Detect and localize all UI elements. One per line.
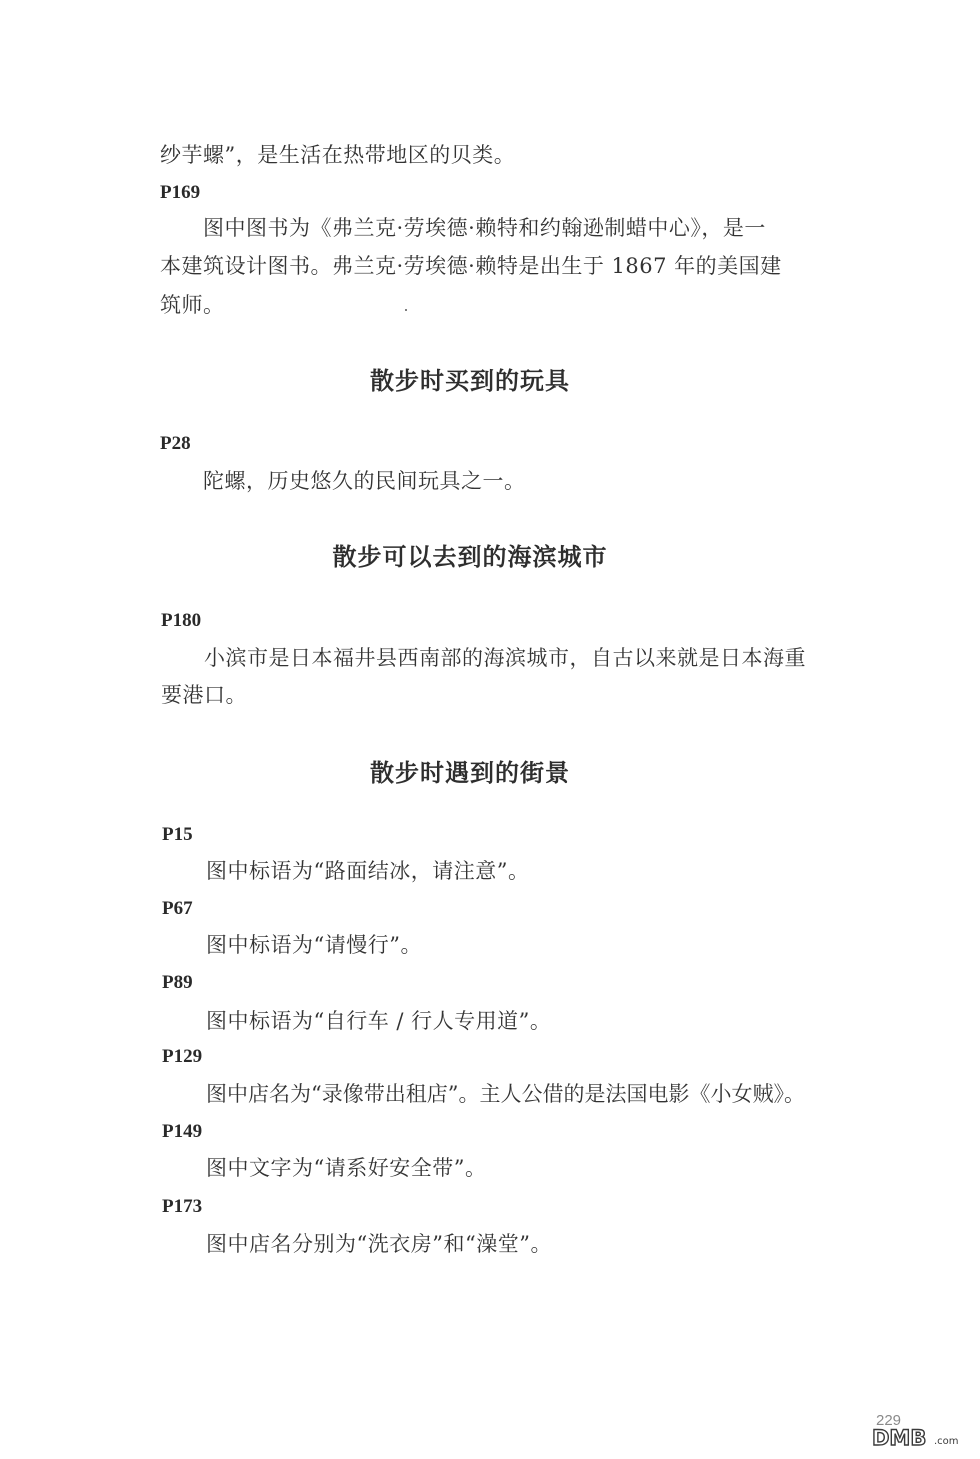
paragraph-line: 图中标语为“自行车 / 行人专用道”。 bbox=[206, 1009, 552, 1033]
paragraph-line: 图中标语为“请慢行”。 bbox=[206, 933, 422, 957]
watermark-logo: DMB bbox=[872, 1426, 927, 1450]
section-heading: 散步时买到的玩具 bbox=[370, 367, 570, 395]
page-reference: P173 bbox=[162, 1196, 203, 1217]
page-reference: P129 bbox=[162, 1046, 203, 1067]
section-heading: 散步可以去到的海滨城市 bbox=[332, 543, 608, 571]
section-heading: 散步时遇到的街景 bbox=[370, 759, 570, 787]
print-speck bbox=[405, 309, 407, 311]
paragraph-line: 图中图书为《弗兰克·劳埃德·赖特和约翰逊制蜡中心》，是一 bbox=[203, 216, 766, 240]
page-reference: P89 bbox=[162, 972, 193, 993]
site-watermark bbox=[872, 1426, 966, 1452]
paragraph-line: 纱芋螺”，是生活在热带地区的贝类。 bbox=[160, 143, 516, 167]
page-reference: P28 bbox=[160, 433, 191, 454]
watermark-domain: .com bbox=[934, 1436, 959, 1447]
page-reference: P15 bbox=[162, 824, 193, 845]
page-reference: P180 bbox=[161, 610, 202, 631]
paragraph-line: 图中标语为“路面结冰，请注意”。 bbox=[206, 859, 530, 883]
paragraph-line: 要港口。 bbox=[161, 683, 247, 707]
page-reference: P67 bbox=[162, 898, 193, 919]
page-reference: P169 bbox=[160, 182, 201, 203]
paragraph-line: 图中文字为“请系好安全带”。 bbox=[206, 1156, 487, 1180]
page-reference: P149 bbox=[162, 1121, 203, 1142]
page-number: 229 bbox=[876, 1412, 902, 1429]
paragraph-line: 陀螺，历史悠久的民间玩具之一。 bbox=[203, 469, 526, 493]
paragraph-line: 小滨市是日本福井县西南部的海滨城市，自古以来就是日本海重 bbox=[204, 646, 806, 670]
paragraph-line: 筑师。 bbox=[160, 293, 225, 317]
paragraph-line: 图中店名为“录像带出租店”。主人公借的是法国电影《小女贼》。 bbox=[206, 1082, 805, 1106]
paragraph-line: 图中店名分别为“洗衣房”和“澡堂”。 bbox=[206, 1232, 552, 1256]
paragraph-line: 本建筑设计图书。弗兰克·劳埃德·赖特是出生于 1867 年的美国建 bbox=[160, 254, 782, 278]
